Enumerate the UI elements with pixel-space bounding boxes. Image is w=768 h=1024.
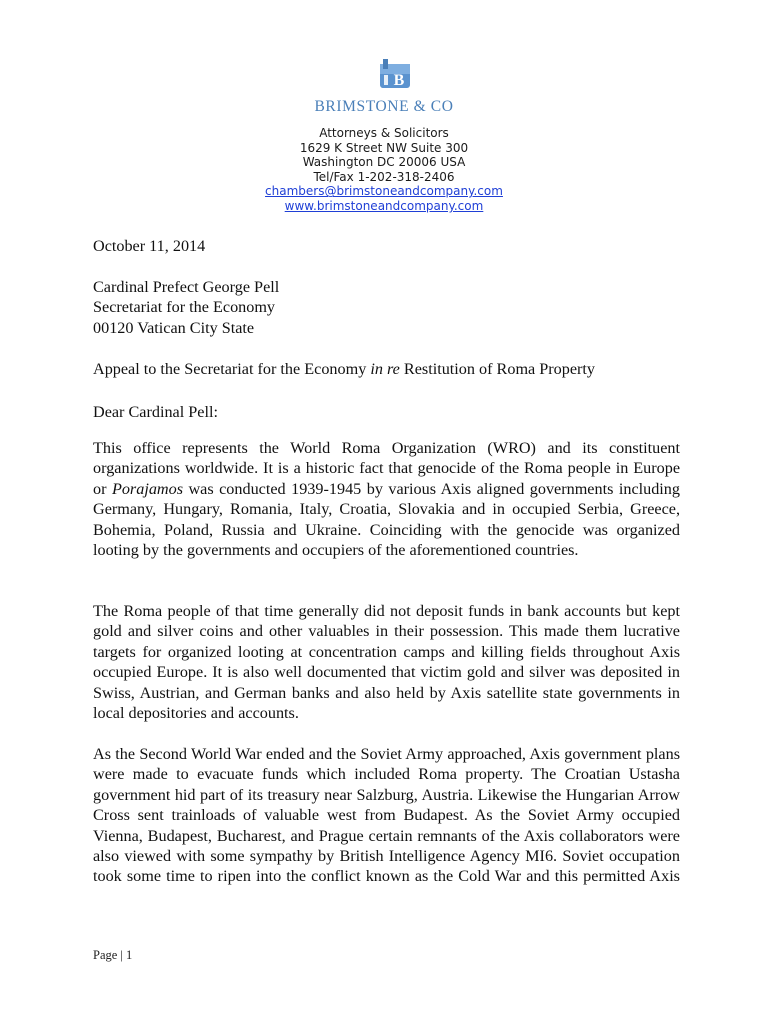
email-link[interactable]: chambers@brimstoneandcompany.com	[265, 184, 503, 199]
recipient-line-3: 00120 Vatican City State	[93, 318, 255, 337]
paragraph-1	[93, 438, 680, 560]
contact-block	[0, 126, 768, 214]
letter-date: October 11, 2014	[93, 237, 206, 255]
page-number: Page | 1	[93, 948, 133, 962]
subject-line	[93, 359, 680, 379]
website-link[interactable]: www.brimstoneandcompany.com	[284, 198, 484, 213]
firm-tagline: Attorneys & Solicitors	[319, 126, 449, 140]
recipient-line-2: Secretariat for the Economy	[93, 298, 276, 317]
phone-number: Tel/Fax 1-202-318-2406	[313, 169, 455, 184]
paragraph-1-part-1: This office represents the World Roma Organization (WRO) and its constituent organizations worldwide. It is a historic fact that genocide of the Roma people in Europe or	[93, 439, 680, 498]
logo-letter: B	[393, 72, 405, 89]
recipient-line-1: Cardinal Prefect George Pell	[93, 278, 280, 296]
subject-italic: in re	[370, 360, 400, 378]
address-line-1: 1629 K Street NW Suite 300	[299, 140, 469, 155]
recipient-address	[93, 277, 680, 338]
paragraph-2: The Roma people of that time generally did not deposit funds in bank accounts but kept gold and silver coins and other valuables in their possession. This made them lucrative targets for organized looting at concentration camps and killing fields throughout Axis occupied Europe. It is also well documented that victim gold and silver was deposited in Swiss, Austrian, and German banks and also held by Axis satellite state governments in local depositories and accounts.	[93, 602, 680, 723]
salutation: Dear Cardinal Pell:	[93, 403, 218, 421]
subject-text-before: Appeal to the Secretariat for the Economy	[93, 360, 371, 378]
paragraph-1-part-2: was conducted 1939-1945 by various Axis aligned governments including Germany, Hungary, Romania, Italy, Croatia, Slovakia and in occupied Serbia, Greece, Bohemia, Poland, Russia and Ukraine. Coinciding with the genocide was organized looting by the governments and occupiers of the aforementioned countries.	[93, 479, 680, 560]
address-line-2: Washington DC 20006 USA	[302, 155, 466, 170]
firm-name: BRIMSTONE & CO	[314, 98, 454, 115]
paragraph-1-italic: Porajamos	[111, 479, 184, 498]
paragraph-3: As the Second World War ended and the Soviet Army approached, Axis government plans were made to evacuate funds which included Roma property. The Croatian Ustasha government hid part of its treasury near Salzburg, Austria. Likewise the Hungarian Arrow Cross sent trainloads of valuable west from Budapest. As the Soviet Army occupied Vienna, Budapest, Bucharest, and Prague certain remnants of the Axis collaborators were also viewed with some sympathy by British Intelligence Agency MI6. Soviet occupation took some time to ripen into the conflict known as the Cold War and this permitted Axis	[93, 745, 680, 886]
subject-text-after: Restitution of Roma Property	[399, 360, 596, 378]
firm-logo-icon	[378, 56, 412, 90]
